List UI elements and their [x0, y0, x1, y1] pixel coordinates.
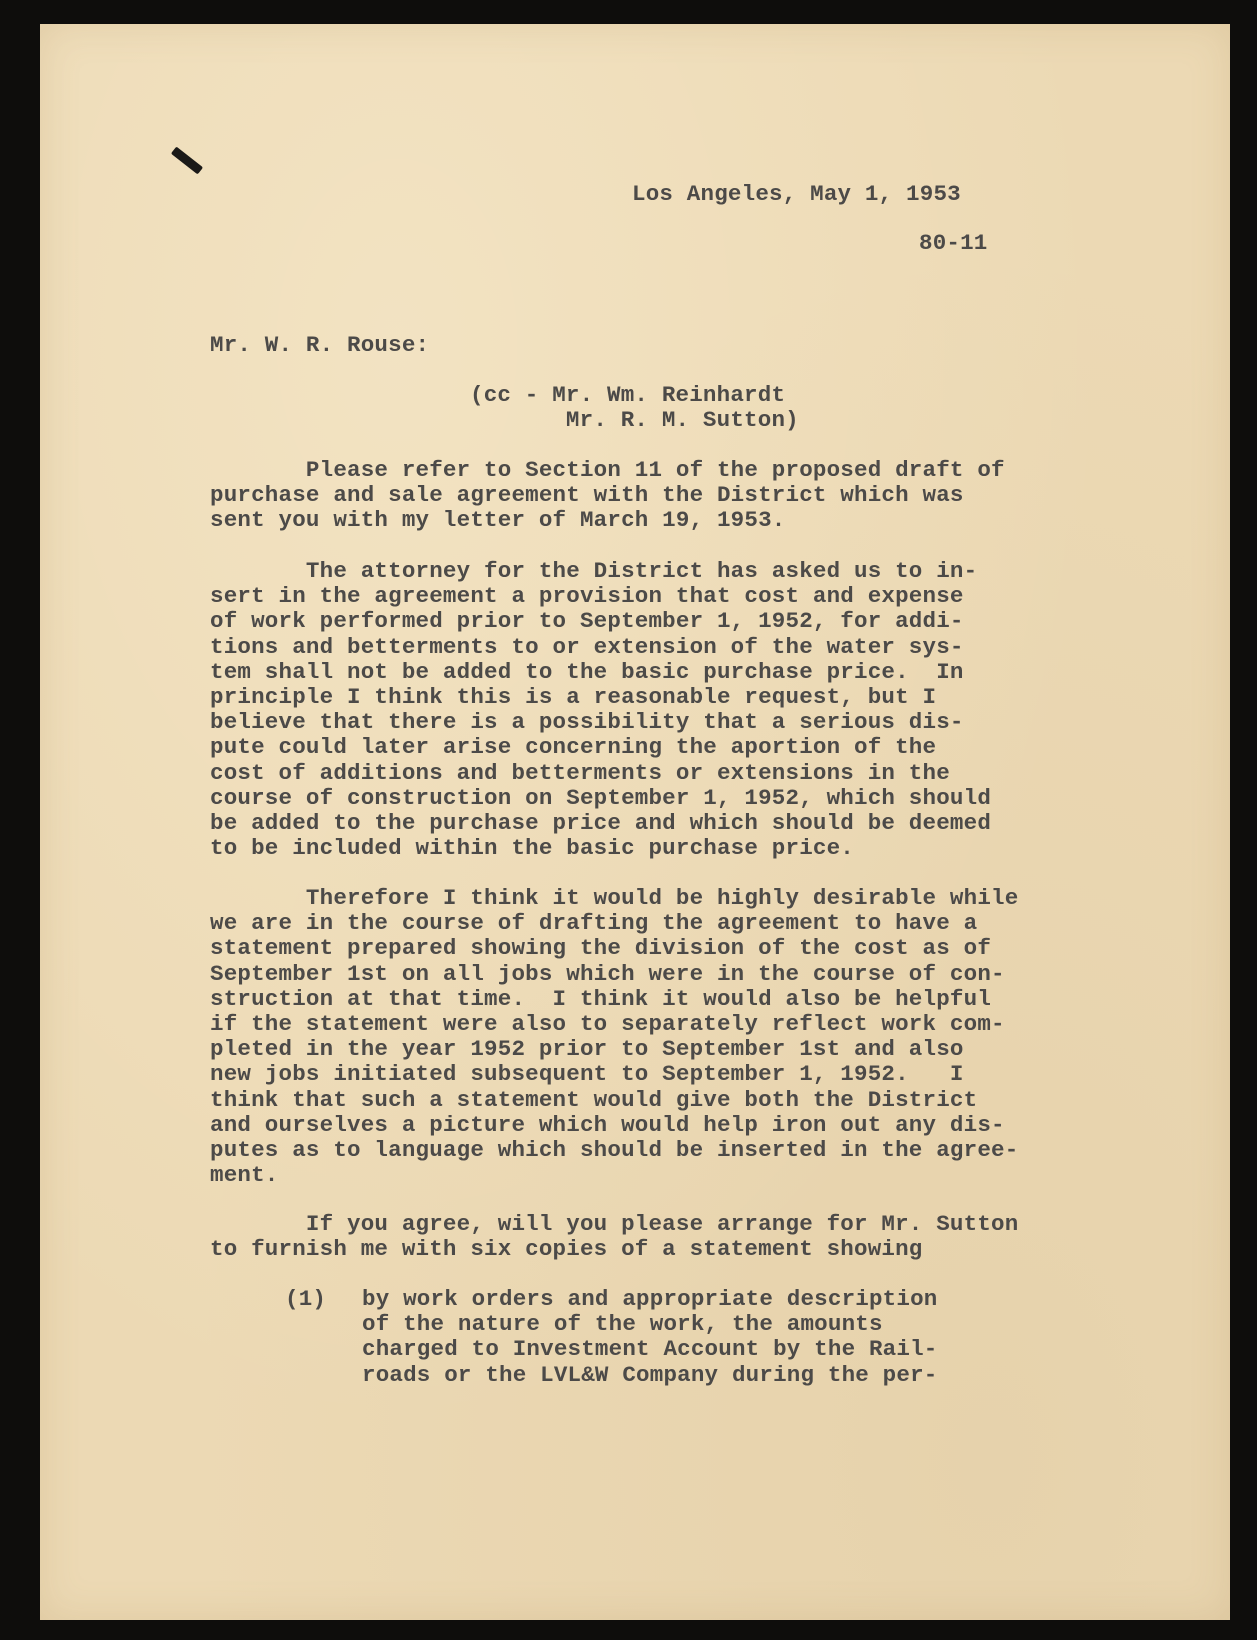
- paragraph-3: Therefore I think it would be highly desirable while we are in the course of drafting the agreement to have a statement prepared showing the division of the cost as of September 1st on all jobs which were in the course of con- struction at that time. I think it would also be helpful if the statement were also to separately reflect work com- pleted in the year 1952 prior to September 1st and also new jobs initiated subsequent to September 1, 1952. I think that such a statement would give both the District and ourselves a picture which would help iron out any dis- putes as to language which should be inserted in the agree- ment.: [210, 885, 1019, 1189]
- paragraph-2: The attorney for the District has asked us to in- sert in the agreement a provision that cost and expense of work performed prior to September 1, 1952, for addi- tions and betterments to or extension of the water sys- tem shall not be added to the basic purchase price. In principle I think this is a reasonable request, but I believe that there is a possibility that a serious dis- pute could later arise concerning the aportion of the cost of additions and betterments or extensions in the course of construction on September 1, 1952, which should be added to the purchase price and which should be deemed to be included within the basic purchase price.: [210, 558, 992, 862]
- list-item-number: (1): [285, 1286, 327, 1312]
- paragraph-1: Please refer to Section 11 of the proposed draft of purchase and sale agreement with the District which was sent you with my letter of March 19, 1953.: [210, 457, 1005, 534]
- paragraph-4: If you agree, will you please arrange for Mr. Sutton to furnish me with six copies of a statement showing: [210, 1211, 1019, 1263]
- salutation: Mr. W. R. Rouse:: [210, 332, 430, 358]
- staple-mark: [171, 146, 203, 174]
- date-line: Los Angeles, May 1, 1953: [632, 181, 961, 207]
- cc-block: (cc - Mr. Wm. Reinhardt Mr. R. M. Sutton): [470, 382, 799, 434]
- list-item-text: by work orders and appropriate description of the nature of the work, the amounts charged to Investment Account by the Rail- roads or the LVL&W Company during the per-: [362, 1286, 938, 1388]
- reference-number: 80-11: [919, 230, 988, 256]
